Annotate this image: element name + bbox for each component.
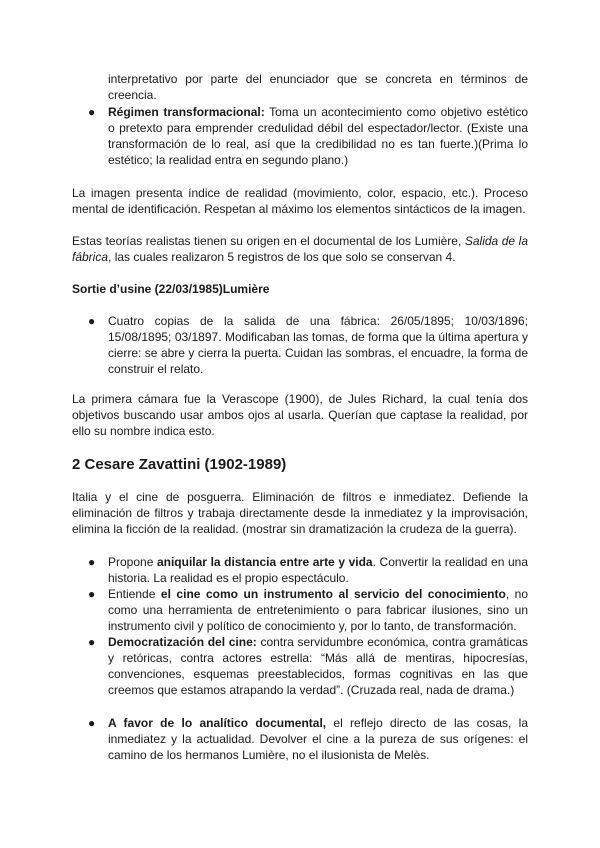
bullet-analitico: [108, 715, 528, 763]
bullet-copias: Cuatro copias de la salida de una fábrica: 26/05/1895; 10/03/1896; 15/08/1895; 03/1897. Modificaban las tomas, de forma que la última apertura y cierre: se abre y cierra la puerta. Cuidan las sombras, el encuadre, la forma de construir el relato.: [108, 314, 528, 376]
bullet-aniquilar: [108, 554, 528, 586]
bullet-text: contra servidumbre económica, contra gramáticas y retóricas, contra actores estrella: “Más allá de mentiras, hipocresías, convenciones, esquemas preestablecidos, formas cognitivas en las que creemos que estamos atrapando la verdad”. (Cruzada real, nada de drama.): [108, 635, 529, 697]
bullet-text: . Convertir la realidad en una historia. La realidad es el propio espectáculo.: [108, 555, 528, 585]
bullet-marker: ●: [88, 555, 96, 569]
bullet-bold: A favor de lo analítico documental,: [108, 716, 327, 730]
paragraph-imagen: La imagen presenta índice de realidad (movimiento, color, espacio, etc.). Proceso mental de identificación. Respetan al máximo los elementos sintácticos de la imagen.: [72, 186, 528, 216]
bullet-bold: Régimen transformacional:: [108, 105, 265, 119]
bullet-bold: Democratización del cine:: [108, 635, 257, 649]
bullet-democratizacion: [108, 634, 528, 698]
bullet-text: Propone: [108, 555, 157, 569]
heading-zavattini: 2 Cesare Zavattini (1902-1989): [72, 456, 287, 473]
teorias-text: Estas teorías realistas tienen su origen en el documental de los Lumière,: [72, 234, 465, 248]
bullet-marker: ●: [88, 716, 96, 730]
bullet-text: , no como una herramienta de entretenimiento o para fabricar ilusiones, sino un instrumento civil y político de conocimiento y, por lo tanto, de transformación.: [108, 587, 529, 633]
teorias-text-end: , las cuales realizaron 5 registros de los que solo se conservan 4.: [108, 250, 456, 264]
paragraph-camara: La primera cámara fue la Verascope (1900), de Jules Richard, la cual tenía dos objetivos buscando usar ambos ojos al usarla. Querían que captase la realidad, por ello su nombre indica esto.: [72, 392, 528, 438]
bullet-marker: ●: [88, 635, 96, 649]
bullet-bold: aniquilar la distancia entre arte y vida: [156, 555, 373, 569]
bullet-text: Entiende: [108, 587, 161, 601]
bullet-marker: ●: [88, 587, 96, 601]
bullet-bold: el cine como un instrumento al servicio del conocimiento: [160, 587, 506, 601]
bullet-text: el reflejo directo de las cosas, la inmediatez y la actualidad. Devolver el cine a la pureza de sus orígenes: el camino de los hermanos Lumière, no el ilusionista de Melès.: [108, 716, 528, 762]
bullet-marker: ●: [88, 314, 96, 328]
film-title: Salida de la fábrica: [72, 234, 528, 264]
bullet-text: Toma un acontecimiento como objetivo estético o pretexto para emprender credulidad débil del espectador/lector. (Existe una transformación de lo real, así que la credibilidad no es tan fuerte.)(Prima lo estético; la realidad entra en segundo plano.): [108, 105, 528, 167]
continuation-text: interpretativo por parte del enunciador que se concreta en términos de creencia.: [108, 72, 528, 102]
bullet-instrumento: [108, 586, 528, 634]
bullet-marker: ●: [88, 105, 96, 119]
paragraph-teorias: [72, 233, 528, 265]
bullet-regimen-transformacional: [108, 104, 528, 168]
heading-sortie-usine: Sortie d’usine (22/03/1985)Lumière: [72, 282, 270, 296]
paragraph-italia: Italia y el cine de posguerra. Eliminación de filtros e inmediatez. Defiende la eliminación de filtros y trabaja directamente desde la inmediatez y la improvisación, elimina la ficción de la realidad. (mostrar sin dramatización la crudeza de la guerra).: [72, 490, 528, 536]
